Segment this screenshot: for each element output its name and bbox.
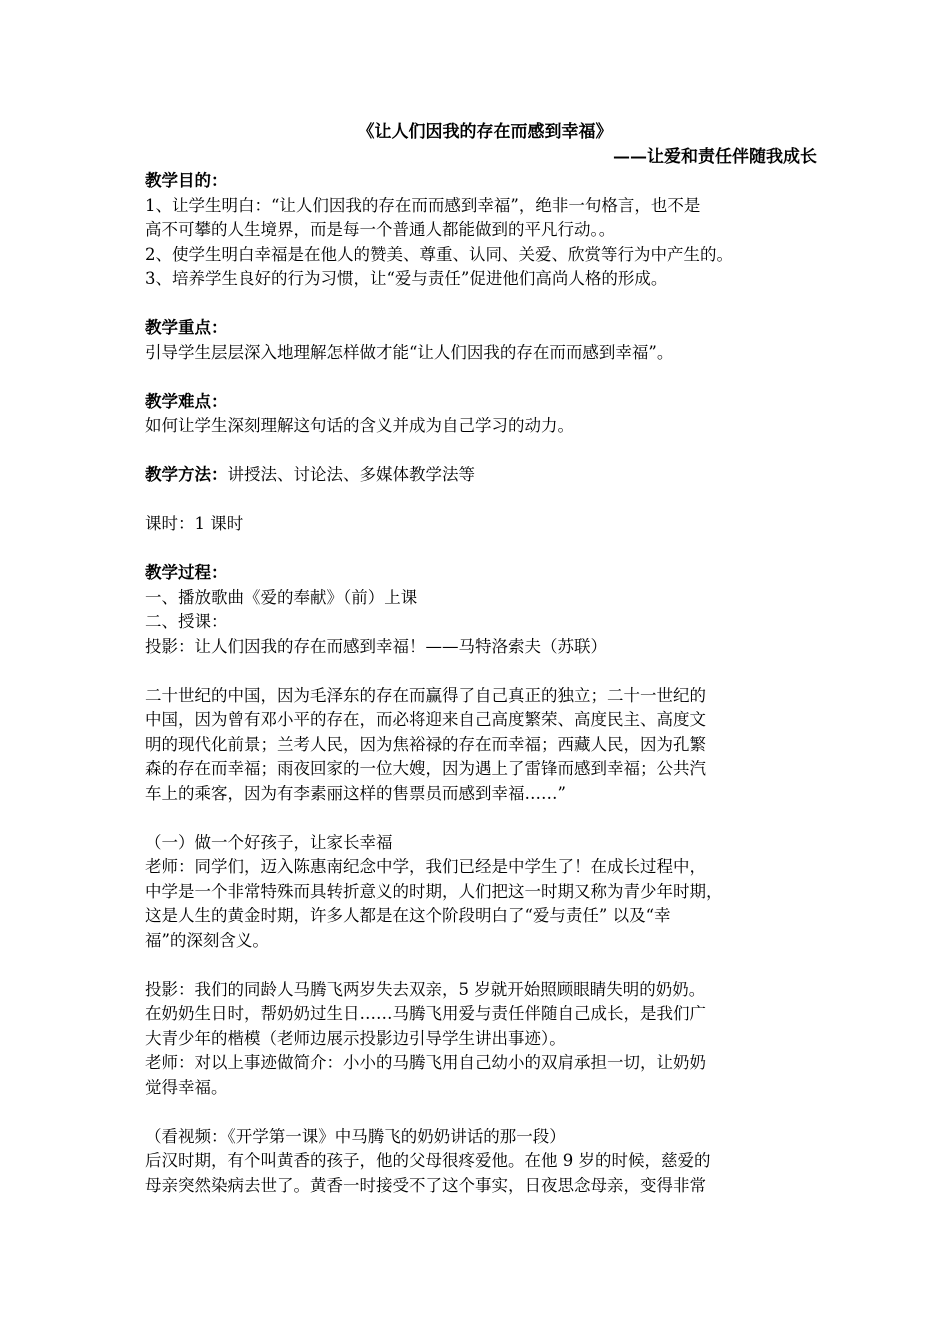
teacher-line: 中学是一个非常特殊而具转折意义的时期，人们把这一时期又称为青少年时期， — [145, 881, 723, 901]
para2-line: 大青少年的楷模（老师边展示投影边引导学生讲出事迹）。 — [145, 1028, 566, 1048]
objectives-heading: 教学目的： — [145, 171, 228, 190]
para2-line: 觉得幸福。 — [145, 1077, 228, 1097]
projection-quote: 投影：让人们因我的存在而感到幸福！——马特洛索夫（苏联） — [145, 636, 607, 656]
para2-line: 老师：对以上事迹做简介：小小的马腾飞用自己幼小的双肩承担一切，让奶奶 — [145, 1053, 706, 1072]
objective-line: 2、使学生明白幸福是在他人的赞美、尊重、认同、关爱、欣赏等行为中产生的。 — [145, 244, 733, 264]
objective-line: 高不可攀的人生境界，而是每一个普通人都能做到的平凡行动。。 — [145, 220, 616, 239]
difficulty-heading: 教学难点： — [145, 391, 228, 411]
difficulty-text: 如何让学生深刻理解这句话的含义并成为自己学习的动力。 — [145, 416, 574, 435]
para3-line: 后汉时期，有个叫黄香的孩子，他的父母很疼爱他。在他 9 岁的时候，慈爱的 — [145, 1151, 711, 1170]
method-text: 讲授法、讨论法、多媒体教学法等 — [227, 465, 475, 484]
para1-line: 明的现代化前景；兰考人民，因为焦裕禄的存在而幸福；西藏人民，因为孔繁 — [145, 734, 706, 754]
objective-line: 1、让学生明白：“让人们因我的存在而而感到幸福”，绝非一句格言，也不是 — [145, 195, 701, 215]
key-point-text: 引导学生层层深入地理解怎样做才能“让人们因我的存在而而感到幸福”。 — [145, 342, 674, 362]
para1-line: 二十世纪的中国，因为毛泽东的存在而赢得了自己真正的独立；二十一世纪的 — [145, 685, 706, 705]
para2-line: 在奶奶生日时，帮奶奶过生日……马腾飞用爱与责任伴随自己成长，是我们广 — [145, 1004, 706, 1023]
document-title: 《让人们因我的存在而感到幸福》 — [357, 122, 613, 142]
hours-line: 课时：1 课时 — [145, 514, 244, 533]
para1-line: 中国，因为曾有邓小平的存在，而必将迎来自己高度繁荣、高度民主、高度文 — [145, 710, 706, 729]
process-heading: 教学过程： — [145, 563, 228, 582]
key-point-heading: 教学重点： — [145, 318, 228, 337]
method-label: 教学方法： — [145, 465, 228, 484]
objective-line: 3、培养学生良好的行为习惯，让“爱与责任”促进他们高尚人格的形成。 — [145, 269, 668, 288]
document-subtitle: ——让爱和责任伴随我成长 — [613, 146, 817, 167]
document-page — [145, 120, 825, 1198]
para1-line: 车上的乘客，因为有李素丽这样的售票员而感到幸福……” — [145, 783, 566, 803]
para1-line: 森的存在而幸福；雨夜回家的一位大嫂，因为遇上了雷锋而感到幸福；公共汽 — [145, 759, 706, 778]
para2-line: 投影：我们的同龄人马腾飞两岁失去双亲，5 岁就开始照顾眼睛失明的奶奶。 — [145, 979, 706, 999]
para3-line: （看视频：《开学第一课》中马腾飞的奶奶讲话的那一段） — [145, 1126, 566, 1146]
teacher-line: 福”的深刻含义。 — [145, 930, 269, 950]
method-line — [145, 463, 825, 488]
process-step-2: 二、授课： — [145, 612, 228, 631]
para3-line: 母亲突然染病去世了。黄香一时接受不了这个事实，日夜思念母亲，变得非常 — [145, 1175, 706, 1195]
process-step-1: 一、播放歌曲《爱的奉献》（前）上课 — [145, 587, 418, 607]
section1-heading: （一）做一个好孩子，让家长幸福 — [145, 832, 393, 852]
teacher-line: 老师：同学们，迈入陈惠南纪念中学，我们已经是中学生了！在成长过程中， — [145, 857, 706, 876]
teacher-line: 这是人生的黄金时期，许多人都是在这个阶段明白了“爱与责任” 以及“幸 — [145, 906, 671, 925]
